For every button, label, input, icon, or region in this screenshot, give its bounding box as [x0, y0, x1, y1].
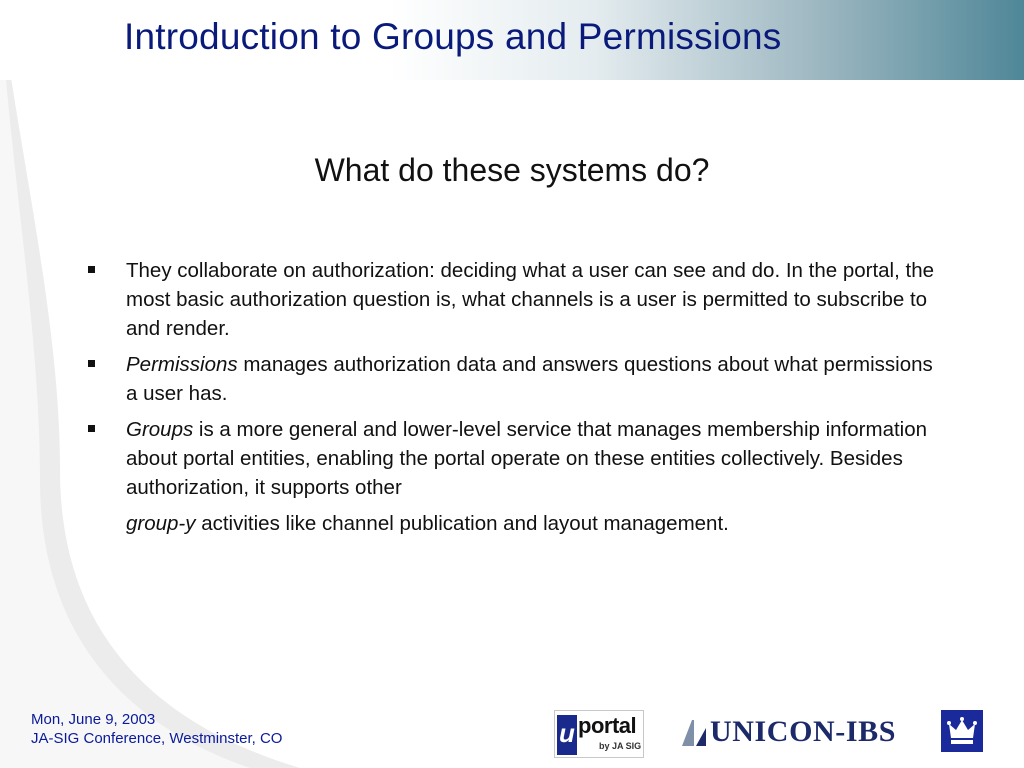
unicon-wordmark: UNICON-IBS — [710, 715, 897, 748]
slide-title: Introduction to Groups and Permissions — [124, 16, 782, 57]
crown-icon — [941, 710, 983, 752]
uportal-logo — [554, 710, 644, 758]
unicon-mark-icon — [680, 716, 708, 750]
bullet-text: They collaborate on authorization: deciding what a user can see and do. In the portal, the most basic authorization question is, what channels is a user is permitted to subscribe to and render. — [126, 259, 934, 340]
bullet-list — [88, 256, 948, 545]
bullet-square-icon — [88, 360, 95, 367]
bullet-term-groups: Groups — [126, 418, 194, 441]
uportal-wordmark: portal — [578, 713, 637, 738]
title-bar — [0, 0, 1024, 80]
slide-subtitle: What do these systems do? — [314, 152, 710, 188]
uportal-byline: by JA SIG — [599, 741, 642, 751]
uportal-u-mark: u — [557, 715, 577, 755]
bullet-term-group-y: group-y — [126, 512, 196, 535]
footer-conference: JA-SIG Conference, Westminster, CO — [31, 730, 283, 747]
bullet-item-authorization — [88, 256, 948, 343]
bullet-item-permissions — [88, 350, 948, 408]
bullet-continuation — [126, 509, 948, 538]
bullet-square-icon — [88, 266, 95, 273]
footer-date: Mon, June 9, 2003 — [31, 711, 156, 728]
footer — [31, 710, 282, 748]
bullet-item-groups — [88, 415, 948, 538]
bullet-square-icon — [88, 425, 95, 432]
bullet-text: manages authorization data and answers questions about what permissions a user has. — [126, 353, 933, 405]
bullet-text: is a more general and lower-level service that manages membership information about portal entities, enabling the portal operate on these entities collectively. Besides authorization, it supports other — [126, 418, 928, 499]
unicon-ibs-logo — [680, 714, 908, 750]
bullet-text: activities like channel publication and layout management. — [195, 512, 729, 535]
bullet-term-permissions: Permissions — [126, 353, 238, 376]
